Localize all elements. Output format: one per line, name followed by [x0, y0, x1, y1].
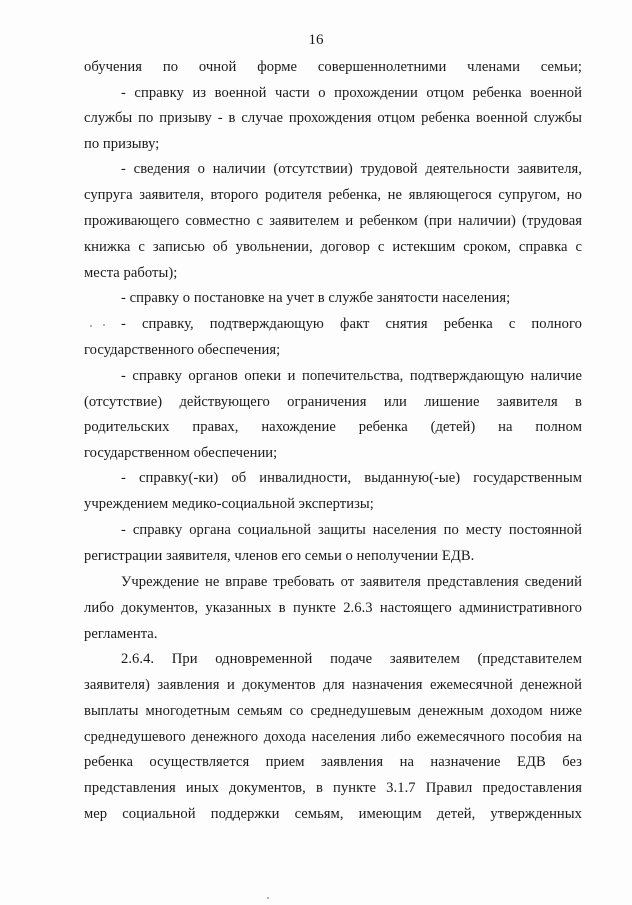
text-line: Учреждение не вправе требовать от заявителя представления сведений [121, 574, 582, 590]
scan-speck [267, 897, 269, 899]
text-line: регистрации заявителя, членов его семьи о неполучении ЕДВ. [84, 548, 475, 564]
scan-speck [103, 324, 105, 326]
text-line: проживающего совместно с заявителем и ребенком (при наличии) (трудовая [84, 213, 582, 229]
text-line: родительских правах, нахождение ребенка (детей) на полном [84, 419, 582, 435]
text-line: государственном обеспечении; [84, 445, 278, 461]
text-line: ребенка осуществляется прием заявления на назначение ЕДВ без [84, 754, 582, 770]
text-line: учреждением медико-социальной экспертизы; [84, 496, 374, 512]
text-line: - справку(-ки) об инвалидности, выданную(-ые) государственным [121, 470, 582, 486]
text-line: - справку о постановке на учет в службе занятости населения; [121, 290, 511, 306]
text-line: - справку органа социальной защиты населения по месту постоянной [121, 522, 582, 538]
text-line: регламента. [84, 626, 158, 642]
text-line: книжка с записью об увольнении, договор с истекшим сроком, справка с [84, 239, 582, 255]
text-line: (отсутствие) действующего ограничения или лишение заявителя в [84, 394, 582, 410]
text-line: - справку, подтверждающую факт снятия ребенка с полного [121, 316, 582, 332]
text-line: представления иных документов, в пункте 3.1.7 Правил предоставления [84, 780, 582, 796]
text-line: государственного обеспечения; [84, 342, 281, 358]
text-line: - справку из военной части о прохождении отцом ребенка военной [121, 85, 582, 101]
text-line: 2.6.4. При одновременной подаче заявителем (представителем [121, 651, 582, 667]
text-line: супруга заявителя, второго родителя ребенка, не являющегося супругом, но [84, 187, 582, 203]
text-line: службы по призыву - в случае прохождения отцом ребенка военной службы [84, 110, 582, 126]
text-line: - справку органов опеки и попечительства, подтверждающую наличие [121, 368, 582, 384]
text-line: места работы); [84, 265, 178, 281]
text-line: обучения по очной форме совершеннолетними членами семьи; [84, 59, 582, 75]
text-line: либо документов, указанных в пункте 2.6.3 настоящего административного [84, 600, 582, 616]
text-line: по призыву; [84, 136, 160, 152]
text-line: заявителя) заявления и документов для назначения ежемесячной денежной [84, 677, 582, 693]
scan-speck [90, 325, 92, 327]
page-number: 16 [308, 32, 324, 48]
text-line: мер социальной поддержки семьям, имеющим детей, утвержденных [84, 806, 582, 822]
text-line: - сведения о наличии (отсутствии) трудовой деятельности заявителя, [121, 161, 582, 177]
text-line: выплаты многодетным семьям со среднедушевым денежным доходом ниже [84, 703, 582, 719]
text-line: среднедушевого денежного дохода населения либо ежемесячного пособия на [84, 729, 582, 745]
